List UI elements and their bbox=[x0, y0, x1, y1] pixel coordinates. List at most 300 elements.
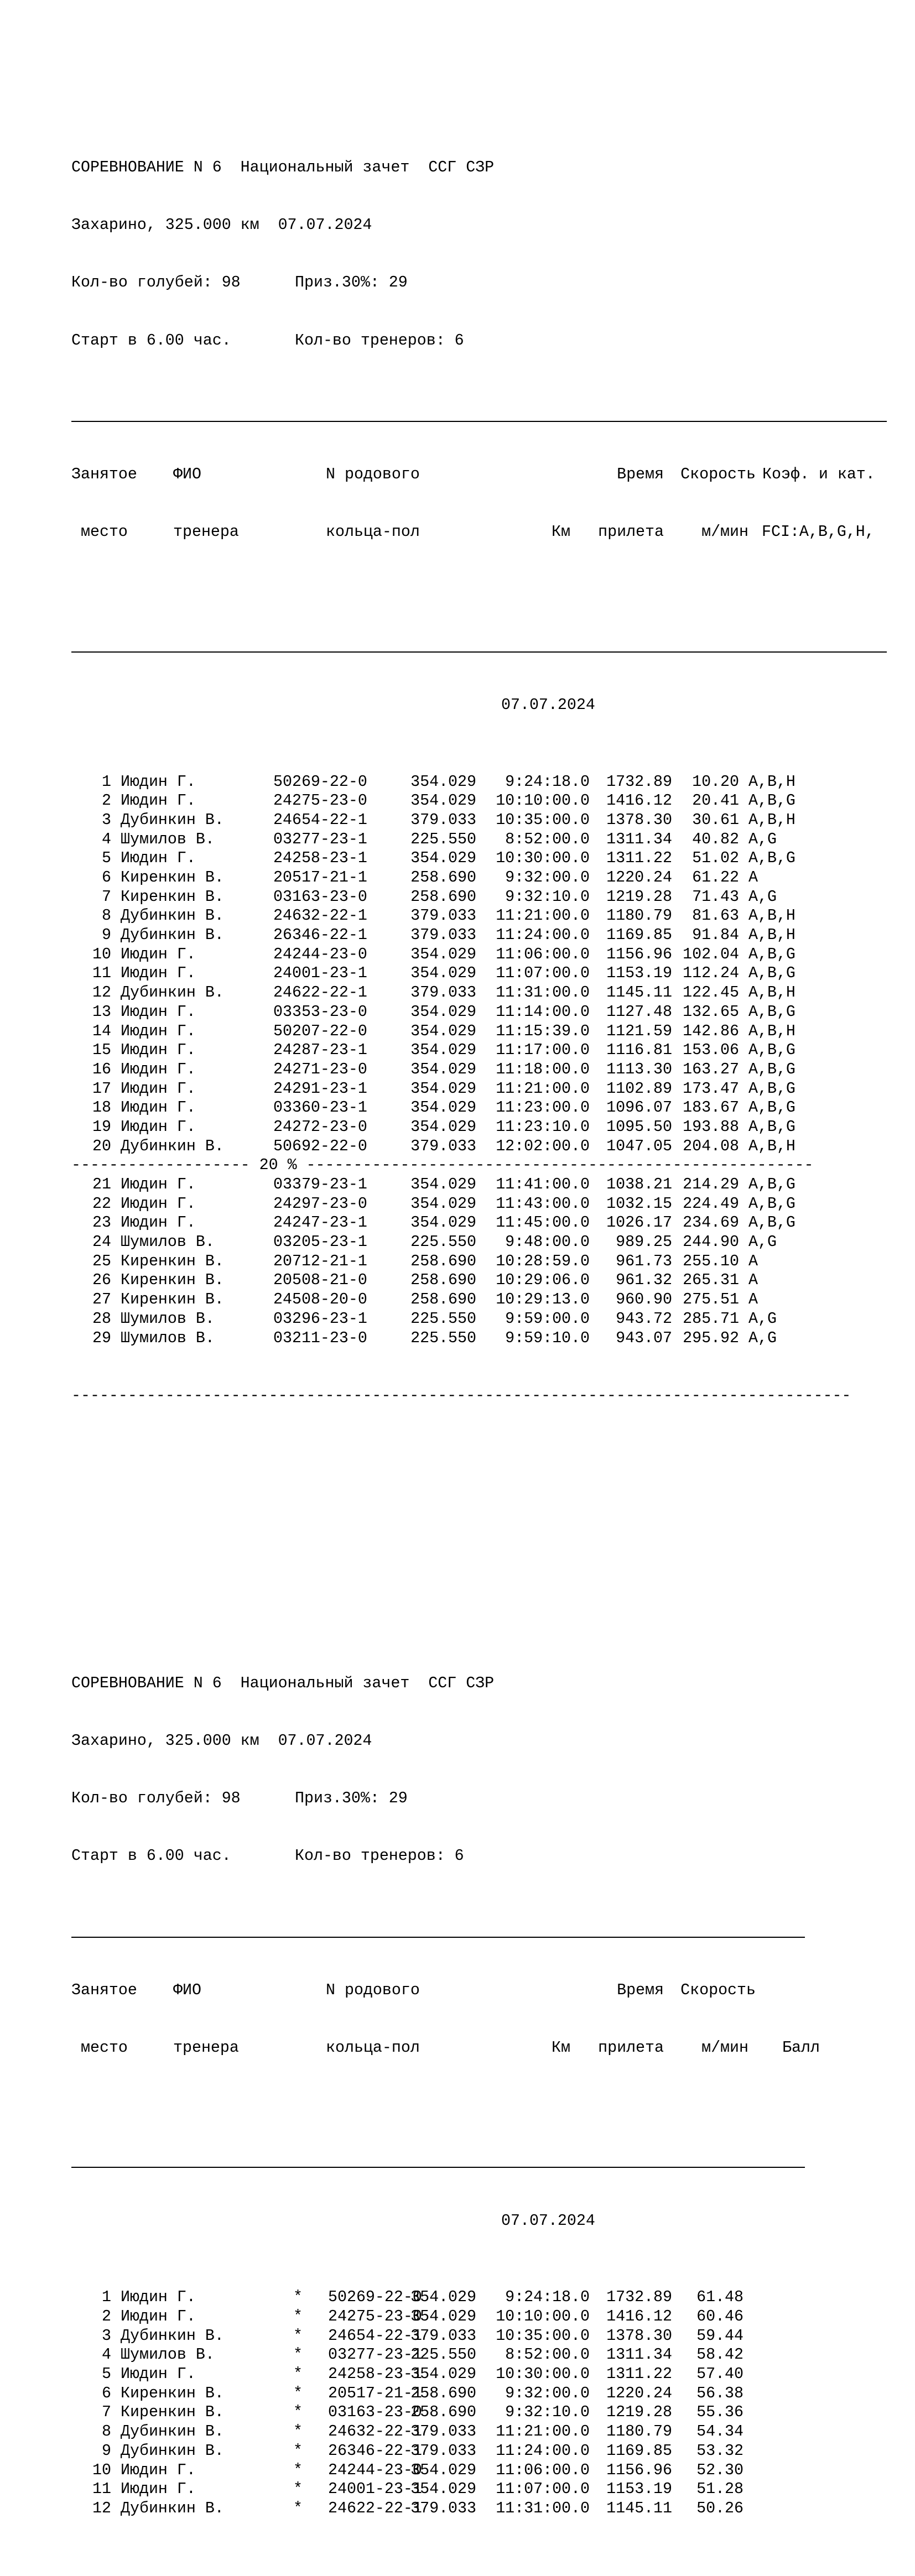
distance-km: 379.033 bbox=[410, 907, 476, 925]
arrival-time: 11:14:00.0 bbox=[496, 1003, 590, 1021]
speed-value: 1220.24 bbox=[606, 2384, 672, 2402]
col-time-label-2: Время bbox=[617, 1981, 664, 2000]
speed-value: 1169.85 bbox=[606, 926, 672, 945]
ring-number: 24244-23-0 bbox=[273, 945, 367, 963]
categories: A,B,G bbox=[748, 964, 796, 983]
ring-number: 50207-22-0 bbox=[273, 1022, 367, 1040]
trainer-name: Дубинкин В. bbox=[121, 2423, 224, 2441]
place-number: 29 bbox=[92, 1329, 111, 1347]
ring-number: 24258-23-1 bbox=[273, 849, 367, 868]
categories: A,B,G bbox=[748, 1195, 796, 1213]
trainer-name: Июдин Г. bbox=[121, 1060, 196, 1078]
distance-km: 354.029 bbox=[410, 1195, 476, 1213]
distance-km: 258.690 bbox=[410, 869, 476, 887]
trainer-name: Июдин Г. bbox=[121, 1176, 196, 1193]
place-number: 16 bbox=[92, 1060, 111, 1078]
prize-marker: * bbox=[293, 2461, 303, 2479]
table-row bbox=[71, 830, 887, 849]
table-row bbox=[71, 791, 887, 811]
place-number: 23 bbox=[92, 1214, 111, 1232]
prize-count: Приз.30%: 29 bbox=[295, 274, 408, 292]
place-number: 8 bbox=[102, 2423, 111, 2441]
place-number: 22 bbox=[92, 1195, 111, 1213]
categories: A,B,G bbox=[748, 1214, 796, 1232]
categories: A,B,G bbox=[748, 1099, 796, 1117]
place-number: 7 bbox=[102, 888, 111, 906]
distance-km: 354.029 bbox=[410, 1060, 476, 1078]
header-rule-top bbox=[71, 408, 887, 427]
distance-km: 379.033 bbox=[410, 2442, 476, 2460]
ring-number: 24001-23-1 bbox=[273, 964, 367, 983]
coefficient: 163.27 bbox=[683, 1060, 739, 1078]
prize-marker: * bbox=[293, 2480, 303, 2499]
speed-value: 1220.24 bbox=[606, 869, 672, 887]
ring-number: 24654-22-1 bbox=[273, 811, 367, 829]
table-row bbox=[71, 888, 887, 907]
arrival-time: 11:24:00.0 bbox=[496, 926, 590, 945]
col-coef-sublabel: FCI:A,B,G,H, bbox=[762, 523, 875, 541]
prize-count-2: Приз.30%: 29 bbox=[295, 1790, 408, 1808]
categories: A,B,G bbox=[748, 1060, 796, 1078]
arrival-time: 9:32:10.0 bbox=[505, 2403, 590, 2422]
table-row bbox=[71, 2384, 887, 2403]
column-header-row-1 bbox=[71, 465, 887, 484]
trainer-name: Киренкин В. bbox=[121, 2403, 224, 2422]
ring-number: 24291-23-1 bbox=[273, 1080, 367, 1098]
report-section-coefficients bbox=[71, 120, 887, 1444]
competition-title: СОРЕВНОВАНИЕ N 6 Национальный зачет ССГ СЗР bbox=[71, 159, 495, 177]
speed-value: 1180.79 bbox=[606, 2423, 672, 2441]
place-number: 25 bbox=[92, 1252, 111, 1270]
arrival-time: 11:24:00.0 bbox=[496, 2442, 590, 2460]
arrival-time: 9:59:10.0 bbox=[505, 1329, 590, 1347]
coefficient: 275.51 bbox=[683, 1291, 739, 1309]
speed-value: 1095.50 bbox=[606, 1118, 672, 1136]
ring-number: 24275-23-0 bbox=[273, 792, 367, 810]
trainer-name: Июдин Г. bbox=[121, 1041, 196, 1060]
speed-value: 1219.28 bbox=[606, 2403, 672, 2422]
speed-value: 1026.17 bbox=[606, 1214, 672, 1232]
place-number: 6 bbox=[102, 869, 111, 887]
report-section-points bbox=[71, 1636, 887, 2557]
table-row bbox=[71, 1213, 887, 1233]
trainer-name: Июдин Г. bbox=[121, 2288, 196, 2307]
table-row bbox=[71, 964, 887, 983]
speed-value: 1145.11 bbox=[606, 984, 672, 1002]
arrival-time: 10:35:00.0 bbox=[496, 811, 590, 829]
col-fio-label-2: ФИО bbox=[173, 1981, 201, 2000]
distance-km: 258.690 bbox=[410, 888, 476, 906]
col-km-label-2: Км bbox=[552, 2039, 570, 2057]
place-number: 24 bbox=[92, 1233, 111, 1252]
coefficient: 122.45 bbox=[683, 984, 739, 1002]
trainer-name: Июдин Г. bbox=[121, 964, 196, 983]
arrival-time: 11:23:00.0 bbox=[496, 1099, 590, 1117]
points: 52.30 bbox=[696, 2461, 744, 2479]
speed-value: 1156.96 bbox=[606, 945, 672, 963]
table-row bbox=[71, 2345, 887, 2365]
trainer-name: Шумилов В. bbox=[121, 1310, 215, 1328]
categories: A,B,H bbox=[748, 811, 796, 829]
distance-km: 354.029 bbox=[410, 1118, 476, 1136]
distance-km: 354.029 bbox=[410, 964, 476, 983]
coefficient: 132.65 bbox=[683, 1003, 739, 1021]
speed-value: 1416.12 bbox=[606, 2308, 672, 2326]
distance-km: 379.033 bbox=[410, 1137, 476, 1155]
coefficient: 91.84 bbox=[692, 926, 739, 945]
arrival-time: 11:43:00.0 bbox=[496, 1195, 590, 1213]
table-row bbox=[71, 2422, 887, 2442]
place-number: 1 bbox=[102, 2288, 111, 2307]
table-row bbox=[71, 773, 887, 792]
place-number: 12 bbox=[92, 984, 111, 1002]
points: 57.40 bbox=[696, 2365, 744, 2384]
distance-km: 258.690 bbox=[410, 2403, 476, 2422]
distance-km: 354.029 bbox=[410, 1003, 476, 1021]
distance-km: 354.029 bbox=[410, 2308, 476, 2326]
place-number: 26 bbox=[92, 1271, 111, 1290]
prize-marker: * bbox=[293, 2403, 303, 2422]
prize-marker: * bbox=[293, 2499, 303, 2517]
speed-value: 1416.12 bbox=[606, 792, 672, 810]
speed-value: 1311.22 bbox=[606, 2365, 672, 2384]
coefficient: 102.04 bbox=[683, 945, 739, 963]
trainer-name: Киренкин В. bbox=[121, 1271, 224, 1290]
arrival-time: 8:52:00.0 bbox=[505, 2346, 590, 2364]
distance-km: 225.550 bbox=[410, 830, 476, 848]
speed-value: 1038.21 bbox=[606, 1176, 672, 1193]
ring-number: 24244-23-0 bbox=[328, 2461, 422, 2479]
prize-marker: * bbox=[293, 2327, 303, 2345]
ring-number: 03163-23-0 bbox=[328, 2403, 422, 2422]
coefficient: 112.24 bbox=[683, 964, 739, 983]
ring-number: 03360-23-1 bbox=[273, 1099, 367, 1117]
end-rule: ----------------------------------------------------------------------------------- bbox=[71, 1386, 851, 1405]
arrival-time: 11:21:00.0 bbox=[496, 1080, 590, 1098]
distance-km: 258.690 bbox=[410, 1252, 476, 1270]
arrival-time: 9:59:00.0 bbox=[505, 1310, 590, 1328]
distance-km: 354.029 bbox=[410, 773, 476, 791]
speed-value: 1153.19 bbox=[606, 964, 672, 983]
categories: A,G bbox=[748, 830, 777, 848]
table-row bbox=[71, 1252, 887, 1271]
ring-number: 24287-23-1 bbox=[273, 1041, 367, 1060]
ring-number: 03379-23-1 bbox=[273, 1176, 367, 1193]
distance-km: 354.029 bbox=[410, 2480, 476, 2499]
trainer-name: Шумилов В. bbox=[121, 830, 215, 848]
trainer-name: Июдин Г. bbox=[121, 792, 196, 810]
speed-value: 1378.30 bbox=[606, 2327, 672, 2345]
ring-number: 24622-22-1 bbox=[273, 984, 367, 1002]
place-number: 21 bbox=[92, 1176, 111, 1193]
speed-value: 961.73 bbox=[616, 1252, 672, 1270]
place-number: 8 bbox=[102, 907, 111, 925]
coefficient: 214.29 bbox=[683, 1176, 739, 1193]
speed-value: 1169.85 bbox=[606, 2442, 672, 2460]
arrival-time: 11:15:39.0 bbox=[496, 1022, 590, 1040]
date-label-2: 07.07.2024 bbox=[501, 2212, 595, 2230]
trainer-name: Дубинкин В. bbox=[121, 811, 224, 829]
coefficient: 285.71 bbox=[683, 1310, 739, 1328]
ring-number: 24632-22-1 bbox=[328, 2423, 422, 2441]
percent-separator: ------------------- 20 % ------------------------------------------------------ bbox=[71, 1156, 814, 1175]
column-header-row-2-2 bbox=[71, 2038, 887, 2058]
distance-km: 225.550 bbox=[410, 1310, 476, 1328]
categories: A,G bbox=[748, 1233, 777, 1252]
place-number: 17 bbox=[92, 1080, 111, 1098]
speed-value: 943.07 bbox=[616, 1329, 672, 1347]
place-number: 7 bbox=[102, 2403, 111, 2422]
trainer-name: Дубинкин В. bbox=[121, 2442, 224, 2460]
speed-value: 1116.81 bbox=[606, 1041, 672, 1060]
coefficient: 183.67 bbox=[683, 1099, 739, 1117]
col-ring-sublabel-2: кольца-пол bbox=[326, 2039, 420, 2057]
points: 50.26 bbox=[696, 2499, 744, 2517]
col-speed-sublabel: м/мин bbox=[701, 523, 748, 541]
place-number: 28 bbox=[92, 1310, 111, 1328]
trainer-name: Июдин Г. bbox=[121, 1195, 196, 1213]
arrival-time: 9:24:18.0 bbox=[505, 773, 590, 791]
coefficient: 51.02 bbox=[692, 849, 739, 868]
distance-km: 354.029 bbox=[410, 1214, 476, 1232]
ring-number: 24258-23-1 bbox=[328, 2365, 422, 2384]
speed-value: 1127.48 bbox=[606, 1003, 672, 1021]
table-row bbox=[71, 2307, 887, 2327]
trainer-name: Дубинкин В. bbox=[121, 984, 224, 1002]
trainer-name: Дубинкин В. bbox=[121, 2327, 224, 2345]
categories: A,B,H bbox=[748, 773, 796, 791]
arrival-time: 10:30:00.0 bbox=[496, 849, 590, 868]
trainer-name: Июдин Г. bbox=[121, 945, 196, 963]
categories: A,B,G bbox=[748, 1003, 796, 1021]
speed-value: 960.90 bbox=[616, 1291, 672, 1309]
ring-number: 03205-23-1 bbox=[273, 1233, 367, 1252]
categories: A,B,G bbox=[748, 1118, 796, 1136]
table-row bbox=[71, 2499, 887, 2518]
place-number: 10 bbox=[92, 945, 111, 963]
col-speed-label-2: Скорость bbox=[680, 1981, 756, 2000]
arrival-time: 11:23:10.0 bbox=[496, 1118, 590, 1136]
coefficient: 81.63 bbox=[692, 907, 739, 925]
arrival-time: 11:07:00.0 bbox=[496, 2480, 590, 2499]
points: 61.48 bbox=[696, 2288, 744, 2307]
arrival-time: 11:18:00.0 bbox=[496, 1060, 590, 1078]
ring-number: 03296-23-1 bbox=[273, 1310, 367, 1328]
distance-km: 354.029 bbox=[410, 2365, 476, 2384]
distance-km: 379.033 bbox=[410, 2423, 476, 2441]
table-row bbox=[71, 1137, 887, 1156]
distance-km: 354.029 bbox=[410, 1080, 476, 1098]
ring-number: 24632-22-1 bbox=[273, 907, 367, 925]
place-number: 27 bbox=[92, 1291, 111, 1309]
birds-count-line bbox=[71, 273, 887, 293]
arrival-time: 10:29:13.0 bbox=[496, 1291, 590, 1309]
header-rule-top-2 bbox=[71, 1923, 805, 1943]
distance-km: 379.033 bbox=[410, 984, 476, 1002]
speed-value: 1047.05 bbox=[606, 1137, 672, 1155]
arrival-time: 11:17:00.0 bbox=[496, 1041, 590, 1060]
categories: A bbox=[748, 1271, 758, 1290]
ring-number: 03353-23-0 bbox=[273, 1003, 367, 1021]
table-row bbox=[71, 983, 887, 1003]
table-row bbox=[71, 1271, 887, 1290]
table-row bbox=[71, 1310, 887, 1329]
speed-value: 1032.15 bbox=[606, 1195, 672, 1213]
col-time-sublabel: прилета bbox=[598, 523, 664, 541]
table-row bbox=[71, 1022, 887, 1041]
column-header-row-1-2 bbox=[71, 1981, 887, 2000]
points: 51.28 bbox=[696, 2480, 744, 2499]
start-line bbox=[71, 331, 887, 351]
coefficient: 193.88 bbox=[683, 1118, 739, 1136]
ring-number: 20517-21-1 bbox=[328, 2384, 422, 2402]
categories: A,G bbox=[748, 1329, 777, 1347]
coefficient: 153.06 bbox=[683, 1041, 739, 1060]
distance-km: 379.033 bbox=[410, 2499, 476, 2517]
trainer-name: Киренкин В. bbox=[121, 2384, 224, 2402]
arrival-time: 8:52:00.0 bbox=[505, 830, 590, 848]
arrival-time: 9:32:00.0 bbox=[505, 869, 590, 887]
ring-number: 24272-23-0 bbox=[273, 1118, 367, 1136]
start-line-2 bbox=[71, 1847, 887, 1866]
categories: A bbox=[748, 869, 758, 887]
header-rule-bottom bbox=[71, 638, 887, 658]
ring-number: 24001-23-1 bbox=[328, 2480, 422, 2499]
arrival-time: 9:32:00.0 bbox=[505, 2384, 590, 2402]
table-row bbox=[71, 1290, 887, 1310]
distance-km: 258.690 bbox=[410, 1271, 476, 1290]
table-row bbox=[71, 2327, 887, 2346]
ring-number: 20517-21-1 bbox=[273, 869, 367, 887]
speed-value: 989.25 bbox=[616, 1233, 672, 1252]
col-km-label: Км bbox=[552, 523, 570, 541]
ring-number: 24297-23-0 bbox=[273, 1195, 367, 1213]
place-number: 4 bbox=[102, 2346, 111, 2364]
ring-number: 50269-22-0 bbox=[328, 2288, 422, 2307]
ring-number: 03277-23-1 bbox=[273, 830, 367, 848]
coefficient: 244.90 bbox=[683, 1233, 739, 1252]
trainer-name: Июдин Г. bbox=[121, 1118, 196, 1136]
points: 53.32 bbox=[696, 2442, 744, 2460]
place-number: 6 bbox=[102, 2384, 111, 2402]
trainer-name: Июдин Г. bbox=[121, 1003, 196, 1021]
speed-value: 1311.34 bbox=[606, 830, 672, 848]
table-row bbox=[71, 1041, 887, 1060]
arrival-time: 11:06:00.0 bbox=[496, 945, 590, 963]
speed-value: 1153.19 bbox=[606, 2480, 672, 2499]
trainer-name: Июдин Г. bbox=[121, 773, 196, 791]
trainer-name: Шумилов В. bbox=[121, 1233, 215, 1252]
place-number: 10 bbox=[92, 2461, 111, 2479]
column-header-row-2 bbox=[71, 523, 887, 542]
coefficient: 173.47 bbox=[683, 1080, 739, 1098]
col-fio-sublabel-2: тренера bbox=[173, 2039, 239, 2057]
points: 56.38 bbox=[696, 2384, 744, 2402]
arrival-time: 10:10:00.0 bbox=[496, 792, 590, 810]
competition-title-2: СОРЕВНОВАНИЕ N 6 Национальный зачет ССГ СЗР bbox=[71, 1675, 495, 1693]
place-number: 11 bbox=[92, 2480, 111, 2499]
coefficient: 30.61 bbox=[692, 811, 739, 829]
prize-marker: * bbox=[293, 2442, 303, 2460]
place-number: 13 bbox=[92, 1003, 111, 1021]
categories: A,B,H bbox=[748, 984, 796, 1002]
arrival-time: 10:30:00.0 bbox=[496, 2365, 590, 2384]
prize-marker: * bbox=[293, 2423, 303, 2441]
ring-number: 50692-22-0 bbox=[273, 1137, 367, 1155]
table-row bbox=[71, 1329, 887, 1348]
categories: A,B,G bbox=[748, 1041, 796, 1060]
trainer-name: Киренкин В. bbox=[121, 1291, 224, 1309]
col-fio-sublabel: тренера bbox=[173, 523, 239, 541]
place-number: 19 bbox=[92, 1118, 111, 1136]
points: 55.36 bbox=[696, 2403, 744, 2422]
table-row bbox=[71, 945, 887, 964]
table-row bbox=[71, 906, 887, 926]
arrival-time: 11:07:00.0 bbox=[496, 964, 590, 983]
place-number: 9 bbox=[102, 2442, 111, 2460]
table-row bbox=[71, 868, 887, 888]
speed-value: 1378.30 bbox=[606, 811, 672, 829]
col-time-label: Время bbox=[617, 466, 664, 484]
col-place-label: Занятое bbox=[71, 466, 137, 484]
distance-km: 354.029 bbox=[410, 2288, 476, 2307]
trainer-name: Дубинкин В. bbox=[121, 2499, 224, 2517]
ring-number: 03211-23-0 bbox=[273, 1329, 367, 1347]
categories: A bbox=[748, 1252, 758, 1270]
trainer-name: Июдин Г. bbox=[121, 1214, 196, 1232]
table-row bbox=[71, 811, 887, 830]
place-number: 5 bbox=[102, 2365, 111, 2384]
trainers-count: Кол-во тренеров: 6 bbox=[295, 331, 464, 350]
speed-value: 1219.28 bbox=[606, 888, 672, 906]
place-number: 2 bbox=[102, 792, 111, 810]
coefficient: 61.22 bbox=[692, 869, 739, 887]
arrival-time: 10:10:00.0 bbox=[496, 2308, 590, 2326]
speed-value: 1121.59 bbox=[606, 1022, 672, 1040]
ring-number: 24271-23-0 bbox=[273, 1060, 367, 1078]
header-rule-bottom-2 bbox=[71, 2153, 805, 2173]
table-row bbox=[71, 1118, 887, 1137]
arrival-time: 9:48:00.0 bbox=[505, 1233, 590, 1252]
table-row bbox=[71, 1098, 887, 1118]
place-number: 2 bbox=[102, 2308, 111, 2326]
col-ring-label: N родового bbox=[326, 466, 420, 484]
speed-value: 1156.96 bbox=[606, 2461, 672, 2479]
arrival-time: 12:02:00.0 bbox=[496, 1137, 590, 1155]
coefficient: 204.08 bbox=[683, 1137, 739, 1155]
col-speed-sublabel-2: м/мин bbox=[701, 2039, 748, 2057]
ring-number: 20508-21-0 bbox=[273, 1271, 367, 1290]
col-place-sublabel: место bbox=[81, 523, 128, 541]
categories: A,B,G bbox=[748, 792, 796, 810]
ring-number: 26346-22-1 bbox=[273, 926, 367, 945]
distance-km: 354.029 bbox=[410, 1176, 476, 1193]
date-label: 07.07.2024 bbox=[501, 696, 595, 714]
place-number: 18 bbox=[92, 1099, 111, 1117]
coefficient: 40.82 bbox=[692, 830, 739, 848]
start-time: Старт в 6.00 час. bbox=[71, 331, 231, 350]
arrival-time: 10:29:06.0 bbox=[496, 1271, 590, 1290]
col-place-label-2: Занятое bbox=[71, 1981, 137, 2000]
trainer-name: Шумилов В. bbox=[121, 1329, 215, 1347]
ring-number: 24247-23-1 bbox=[273, 1214, 367, 1232]
speed-value: 961.32 bbox=[616, 1271, 672, 1290]
start-time-2: Старт в 6.00 час. bbox=[71, 1847, 231, 1865]
arrival-time: 11:31:00.0 bbox=[496, 984, 590, 1002]
ring-number: 24654-22-1 bbox=[328, 2327, 422, 2345]
ring-number: 24508-20-0 bbox=[273, 1291, 367, 1309]
categories: A,B,G bbox=[748, 1080, 796, 1098]
